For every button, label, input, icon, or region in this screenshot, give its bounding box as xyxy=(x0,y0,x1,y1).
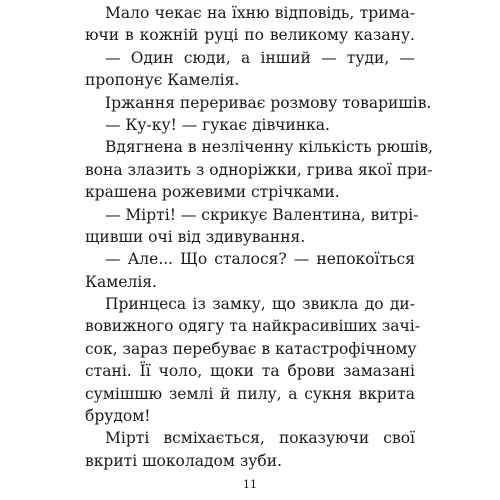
text-line: сок, зараз перебуває в катастрофічному xyxy=(85,339,417,358)
page-number: 11 xyxy=(243,478,257,491)
text-line: брудом! xyxy=(85,407,151,426)
body-text xyxy=(85,2,434,472)
text-line: Іржання перериває розмову товаришів. xyxy=(105,93,432,112)
text-line: вкриті шоколадом зуби. xyxy=(85,451,282,470)
text-line: вовижного одягу та найкрасивіших зачі- xyxy=(85,317,420,336)
text-line: — Мірті! — скрикує Валентина, витрі- xyxy=(105,205,419,224)
text-line: — Але... Що сталося? — непокоїться xyxy=(105,250,415,269)
text-line: щивши очі від здивування. xyxy=(85,227,306,246)
text-line: ючи в кожній руці по великому казану. xyxy=(85,26,415,45)
text-line: Мірті всміхається, показуючи свої xyxy=(105,429,415,448)
text-line: крашена рожевими стрічками. xyxy=(85,183,340,202)
text-line: — Один сюди, а інший — туди, — xyxy=(105,48,415,67)
text-line: стані. Її чоло, щоки та брови замазані xyxy=(85,362,415,381)
text-line: — Ку-ку! — гукає дівчинка. xyxy=(105,115,330,134)
text-line: Принцеса із замку, що звикла до ди- xyxy=(105,295,415,314)
text-line: вона злазить з одноріжки, грива якої при- xyxy=(85,160,433,179)
text-line: Вдягнена в незліченну кількість рюшів, xyxy=(105,138,434,157)
text-line: пропонує Камелія. xyxy=(85,71,240,90)
text-line: Камелія. xyxy=(85,272,157,291)
text-line: Мало чекає на їхню відповідь, трима- xyxy=(105,4,415,22)
text-line: сумішшю землі й пилу, а сукня вкрита xyxy=(85,384,415,403)
